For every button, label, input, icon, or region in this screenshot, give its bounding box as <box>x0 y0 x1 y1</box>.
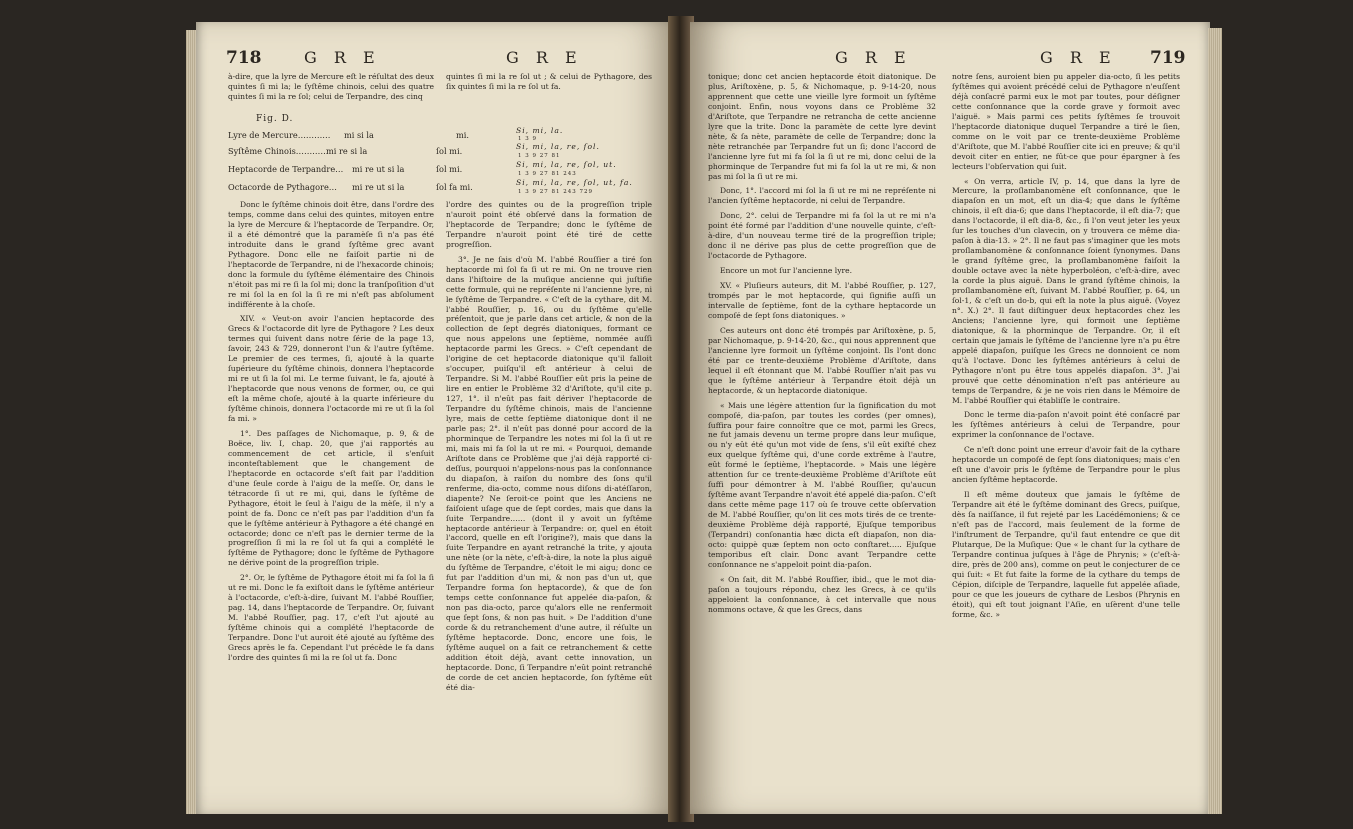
page-number-left: 718 <box>226 48 262 68</box>
paragraph: XV. « Pluſieurs auteurs, dit M. l'abbé Rouſſier, p. 127, trompés par le mot heptacorde, qui ſignifie auſſi un intervalle de ſeptième, font de la cythare heptacorde un compoſé de ſept ſons diatoniques. » <box>708 281 936 320</box>
figure-row-bar: ſol mi. <box>436 146 463 156</box>
paragraph: « On ſait, dit M. l'abbé Rouſſier, ibid., que le mot dia-paſon a toujours répondu, chez les Grecs, à ce qu'ils appeloient la conſonnance, à cet intervalle que nous nommons octave, & que les Grecs, dans <box>708 574 936 614</box>
figure-row-label: Lyre de Mercure………… <box>228 130 331 140</box>
figure-caption: Fig. D. <box>256 114 294 124</box>
paragraph: Donc, 1°. l'accord mi ſol la ſi ut re mi ne repréſente ni l'ancien ſyſtême heptacorde, ni celui de Terpandre. <box>708 186 936 206</box>
text-column-left-1 <box>228 200 434 668</box>
text-column-right-2 <box>952 72 1180 625</box>
figure-row-label: Syſtême Chinois………… <box>228 146 329 156</box>
paragraph: 1°. Des paſſages de Nichomaque, p. 9, & de Boëce, liv. I, chap. 20, que j'ai rapportés au commencement de cet article, il s'enſuit inconteſtablement que le changement de l'heptacorde en octacorde s'eſt fait par l'addition d'une ſeule corde à l'aigu de la meſſe. Or, dans le tétracorde ſi ut re mi, qui, dans le ſyſtême de Pythagore, étoit le ſeul à l'aigu de la mèſe, il n'y a point de fa. Donc ce n'eſt pas par l'addition d'un fa que le ſyſtême antérieur à Pythagore a été changé en octacorde; donc ce n'eſt pas le dernier terme de la progreſſion ſi mi la re ſol ut fa qui a complété le ſyſtême de Pythagore; donc le ſyſtême de Pythagore ne dérive point de la progreſſion triple. <box>228 428 434 568</box>
figure-row-bar: mi. <box>456 130 469 140</box>
text-column-left-2 <box>446 200 652 698</box>
paragraph: « On verra, article IV, p. 14, que dans la lyre de Mercure, la proſlambanomène eſt conſonnance, que le diapaſon en un mot, eſt un dia-4; que dans le ſyſtême chinois, il eſt dia-6; que dans l'heptacorde, il eſt dia-7; que dans l'octacorde, il eſt dia-8, &c., ſi l'on veut jeter les yeux ſur les touches d'un clavecin, on y trouvera ce même dia-paſon à dia-13. » 2°. Il ne faut pas s'imaginer que les mots proſlambanomène & conſonnance ſoient ſynonymes. Dans le grand ſyſtême grec, la proſlambanomène faiſoit la double octave avec la nète hyperboléon, c'eſt-à-dire, avec la corde la plus aiguë. Dans le grand ſyſtême chinois, la proſlambanomène eſt, ſuivant M. l'abbé Rouſſier, p. 64, un ſol-1, & c'eſt un do-b, qui eſt la note la plus aiguë. (Voyez n°. X.) 2°. Il faut diſtinguer deux heptacordes chez les Anciens; l'ancienne lyre, qui formoit une ſeptième diatonique, & la phorminque de Terpandre. Or, il eſt certain que jamais le ſyſtême de l'ancienne lyre n'a pu être appelé diapaſon, puiſque les Grecs ne donnoient ce nom qu'à l'octave. Donc les ſyſtêmes antérieurs à celui de Pythagore n'ont pu être tous appelés diapaſon. 3°. J'ai prouvé que cette dénomination n'eſt pas antérieure au temps de Terpandre, & je ne vois rien dans le Mémoire de M. l'abbé Rouſſier qui établiſſe le contraire. <box>952 176 1180 405</box>
figure-row-label: Heptacorde de Terpandre… <box>228 164 344 174</box>
figure-row-numbers: 1 3 9 27 81 243 <box>518 171 577 177</box>
intro-text-2: quintes ſi mi la re ſol ut ; & celui de Pythagore, des ſix quintes ſi mi la re ſol ut fa. <box>446 72 652 91</box>
paragraph: Donc, 2°. celui de Terpandre mi fa ſol la ut re mi n'a point été formé par l'addition d'une nouvelle quinte, c'eſt-à-dire, d'un nouveau terme tiré de la progreſſion triple; donc il ne dérive pas plus de cette progreſſion que de l'octacorde de Pythagore. <box>708 211 936 261</box>
right-page <box>690 22 1210 814</box>
figure-row-notes: mi si la <box>344 130 374 140</box>
text-column-right-1 <box>708 72 936 620</box>
figure-row-sequence: Si, mi, la, re, ſol, ut. <box>516 160 617 169</box>
intro-text-1: à-dire, que la lyre de Mercure eſt le réſultat des deux quintes ſi mi la; le ſyſtême chinois, celui des quatre quintes ſi mi la re ſol; celui de Terpandre, des cinq <box>228 72 434 101</box>
figure-row-numbers: 1 3 9 <box>518 136 537 142</box>
intro-column-2 <box>446 72 652 97</box>
figure-row-notes: mi re si la <box>326 146 368 156</box>
right-page-edge <box>1208 28 1222 814</box>
paragraph: XIV. « Veut-on avoir l'ancien heptacorde des Grecs & l'octacorde dit lyre de Pythagore ? Les deux termes qui ſuivent dans notre ſérie de la page 13, ſavoir, 243 & 729, donneront l'un & l'autre ſyſtême. Le premier de ces termes, ſi, ajouté à la quarte ſupérieure du ſyſtême chinois, donnera l'heptacorde mi re ut ſi la ſol mi. Le terme ſuivant, le fa, ajouté à l'heptacorde que nous venons de former, ou, ce qui eſt la même choſe, ajouté à la quarte inférieure du ſyſtême chinois, donnera l'octacorde mi re ut ſi la ſol fa mi. » <box>228 314 434 424</box>
paragraph: Ce n'eſt donc point une erreur d'avoir fait de la cythare heptacorde un compoſé de ſept ſons diatoniques; mais c'en eſt une d'avoir pris le ſyſtême de Terpandre pour le plus ancien ſyſtême heptacorde. <box>952 445 1180 485</box>
figure-row-notes: mi re ut si la <box>352 164 405 174</box>
page-number-right: 719 <box>1150 48 1186 68</box>
paragraph: « Mais une légère attention ſur la ſignification du mot compoſé, dia-paſon, par toutes les cordes (per omnes), ſuffira pour faire connoître que ce mot, parmi les Grecs, ne fut jamais devenu un terme propre dans leur muſique, ou n'y eût été qu'un mot vide de ſens, s'il eût exiſté chez eux quelque ſyſtême qui, d'une corde extrême à l'autre, eût formé le ſeptième, l'heptacorde. » Mais une légère attention ſur ce trente-deuxième Problème d'Ariſtote eût ſuffi pour démontrer à M. l'abbé Rouſſier, qu'aucun ſyſtême avant Terpandre n'avoit été appelé dia-paſon. C'eſt dans cette même page 117 où ſe trouve cette obſervation de M. l'abbé Rouſſier, qu'on lit ces mots tirés de ce trente-deuxième Problème déjà rapporté, Ejuſque temporibus (Terpandri) conſonantia hæc dicta eſt diapaſon, non dia-octo: quippè quæ ſeptem non octo conſtaret….. Ejuſque temporibus eſt clair. Donc avant Terpandre cette conſonnance ne s'appeloit point dia-paſon. <box>708 400 936 569</box>
paragraph: Donc le ſyſtême chinois doit être, dans l'ordre des temps, comme dans celui des quintes, mitoyen entre la lyre de Mercure & l'heptacorde de Terpandre. Or, il a été démontré que la paramèſe ſi n'a pas été introduite dans le grand ſyſtême grec avant Pythagore. Donc elle ne faiſoit partie ni de l'heptacorde de Terpandre, ni de l'hexacorde chinois; donc la formule du ſyſtême élémentaire des Chinois n'étoit pas mi re ſi la ſol mi; donc la tranſpoſition d'ut re mi ſol la en ſol la ſi re mi n'eſt pas abſolument indifférente à la choſe. <box>228 200 434 309</box>
paragraph: notre ſens, auroient bien pu appeler dia-octo, ſi les petits ſyſtêmes qui avoient précédé celui de Pythagore n'euſſent déjà conſacré parmi eux le mot par toutes, pour déſigner cette conſonnance que la corde grave y formoit avec l'aiguë. » Mais parmi ces petits ſyſtêmes ſe trouvoit l'heptacorde diatonique duquel Terpandre a tiré le ſien, comme on le voit par ce trente-deuxième Problème d'Ariſtote, que M. l'abbé Rouſſier cite ici en preuve; & qu'il devoit citer en entier, ne fût-ce que pour épargner à ſes lecteurs l'obſervation qui ſuit. <box>952 72 1180 171</box>
figure-row-notes: mi re ut si la <box>352 182 405 192</box>
running-head-right-a: G R E <box>835 48 912 67</box>
figure-row-numbers: 1 3 9 27 81 243 729 <box>518 189 593 195</box>
running-head-right-b: G R E <box>1040 48 1117 67</box>
figure-row-bar: ſol mi. <box>436 164 463 174</box>
running-head-left-b: G R E <box>506 48 583 67</box>
paragraph: Donc le terme dia-paſon n'avoit point été conſacré par les ſyſtêmes antérieurs à celui de Terpandre, pour exprimer la conſonnance de l'octave. <box>952 410 1180 440</box>
figure-row-bar: ſol fa mi. <box>436 182 473 192</box>
figure-row-sequence: Si, mi, la, re, ſol, ut, fa. <box>516 178 633 187</box>
figure-row-numbers: 1 3 9 27 81 <box>518 153 561 159</box>
paragraph: tonique; donc cet ancien heptacorde étoit diatonique. De plus, Ariſtoxène, p. 5, & Nichomaque, p. 9-14-20, nous apprennent que cette une vieille lyre formoit un ſyſtême conjoint. Enfin, nous voyons dans ce Problème 32 d'Ariſtote, que Terpandre ne retrancha de cette ancienne lyre que la trite. Donc la paramète de cette lyre devint nète, & ſa nète, paramète de celle de Terpandre; donc la nète retranchée par Terpandre fut un ſi; donc l'accord de l'ancienne lyre fut mi fa ſol la ſi ut re mi, donc celui de la phorminque de Terpandre fut mi fa ſol la ut re mi, & non pas mi ſol la ſi ut re mi. <box>708 72 936 181</box>
paragraph: Encore un mot ſur l'ancienne lyre. <box>720 266 853 276</box>
intro-column-1 <box>228 72 434 107</box>
paragraph: l'ordre des quintes ou de la progreſſion triple n'auroit point été obſervé dans la formation de l'heptacorde de Terpandre; donc le ſyſtême de Terpandre n'auroit point été tiré de cette progreſſion. <box>446 200 652 249</box>
figure-row-label: Octacorde de Pythagore… <box>228 182 337 192</box>
paragraph: Il eſt même douteux que jamais le ſyſtême de Terpandre ait été le ſyſtême dominant des Grecs, puiſque, dès ſa naiſſance, il fut rejeté par les Lacédémoniens; & ce n'eſt pas de l'accord, mais ſeulement de la forme de l'inſtrument de Terpandre, qu'il faut entendre ce que dit Plutarque, De la Muſique: Que « le chant ſur la cythare de Terpandre continua juſques à l'âge de Phrynis; » (c'eſt-à-dire, près de 200 ans), comme on peut le conjecturer de ce qui ſuit: « Et fut faite la forme de la cythare du temps de Cépion, diſciple de Terpandre, laquelle fut appelée aſiade, pour ce que les joueurs de cythare de Lesbos (Phrynis en étoit), qui eſt tout joignant l'Aſie, en uſèrent d'une telle forme, &c. » <box>952 490 1180 619</box>
paragraph: 2°. Or, le ſyſtême de Pythagore étoit mi fa ſol la ſi ut re mi. Donc le fa exiſtoit dans le ſyſtême antérieur à l'octacorde, c'eſt-à-dire, ſuivant M. l'abbé Rouſſier, pag. 14, dans l'heptacorde de Terpandre. Or, ſuivant M. l'abbé Rouſſier, pag. 17, c'eſt l'ut ajouté au ſyſtême chinois qui a complété l'heptacorde de Terpandre. Donc l'ut auroit été ajouté au ſyſtême des Grecs après le fa. Cependant l'ut précède le fa dans l'ordre des quintes ſi mi la re ſol ut fa. Donc <box>228 573 434 662</box>
running-head-left-a: G R E <box>304 48 381 67</box>
paragraph: Ces auteurs ont donc été trompés par Ariſtoxène, p. 5, par Nichomaque, p. 9-14-20, &c., qui nous apprennent que l'ancienne lyre formoit un ſyſtême conjoint. Ils l'ont donc été par ce trente-deuxième Problème d'Ariſtote, dans lequel il eſt étonnant que M. l'abbé Rouſſier n'ait pas vu que le ſyſtême antérieur à Terpandre étoit déjà un heptacorde, & un heptacorde diatonique. <box>708 325 936 395</box>
figure-row-sequence: Si, mi, la, re, ſol. <box>516 142 600 151</box>
paragraph: 3°. Je ne ſais d'où M. l'abbé Rouſſier a tiré ſon heptacorde mi ſol fa ſi ut re mi. On ne trouve rien dans l'hiſtoire de la muſique ancienne qui juſtifie cette formule, qui ne repréſente ni l'ancienne lyre, ni le ſyſtême de Terpandre. « C'eſt de la cythare, dit M. l'abbé Rouſſier, p. 16, ou du ſyſtême qu'elle préſentoit, que je parle dans cet article, & non de la collection de ſept degrés diatoniques, formant ce que nous appelons une ſeptième, nommée auſſi heptacorde parmi les Grecs. » C'eſt cependant de l'origine de cet heptacorde diatonique qu'il falloit s'occuper, puiſqu'il eſt antérieur à celui de Terpandre. Si M. l'abbé Rouſſier eût pris la peine de lire en entier le Problème 32 d'Ariſtote, qu'il cite p. 127, 1°. il n'eût pas fait dériver l'heptacorde de Terpandre du ſyſtême chinois, mais de l'ancienne lyre, mais de cette ſeptième diatonique dont il ne parle pas; 2°. il n'eût pas donné pour accord de la phorminque de Terpandre les notes mi ſol la ſi ut re mi, mais mi fa ſol la ut re mi. « Pourquoi, demande Ariſtote dans ce Problème que j'ai déjà rapporté ci-deſſus, pourquoi n'appelons-nous pas la conſonnance du diapaſon, à raiſon du nombre des ſons qu'il renferme, dia-octo, comme nous diſons di-atéſſaron, diapente? Ne ſeroit-ce point que les Anciens ne faiſoient uſage que de ſept cordes, mais que dans la ſuite Terpandre…… (dont il y avoit un ſyſtême heptacorde antérieur à Terpandre: or, quel en étoit l'accord, quelle en eſt l'origine?), mais que dans la ſuite Terpandre en ayant retranché la trite, y ajouta une nète (or la nète, c'eſt-à-dire, la note la plus aiguë du ſyſtême de Terpandre, c'étoit le mi aigu; donc ce fut par l'addition d'un mi, & non pas d'un ut, que Terpandre forma ſon heptacorde), & que de ſon temps cette conſonnance fut appelée dia-paſon, & non pas dia-octo, parce qu'alors elle ne renfermoit que ſept ſons, & non pas huit. » De l'addition d'une corde & du retranchement d'une autre, il réſulte un ſyſtême heptacorde. Donc, encore une fois, le ſyſtême auquel on a fait ce retranchement & cette addition étoit déjà, avant cette innovation, un heptacorde. Donc, ſi Terpandre n'eût point retranché de corde de cet ancien heptacorde, ſon ſyſtême eût été dia- <box>446 254 652 692</box>
left-page <box>196 22 672 814</box>
figure-row-sequence: Si, mi, la. <box>516 126 564 135</box>
